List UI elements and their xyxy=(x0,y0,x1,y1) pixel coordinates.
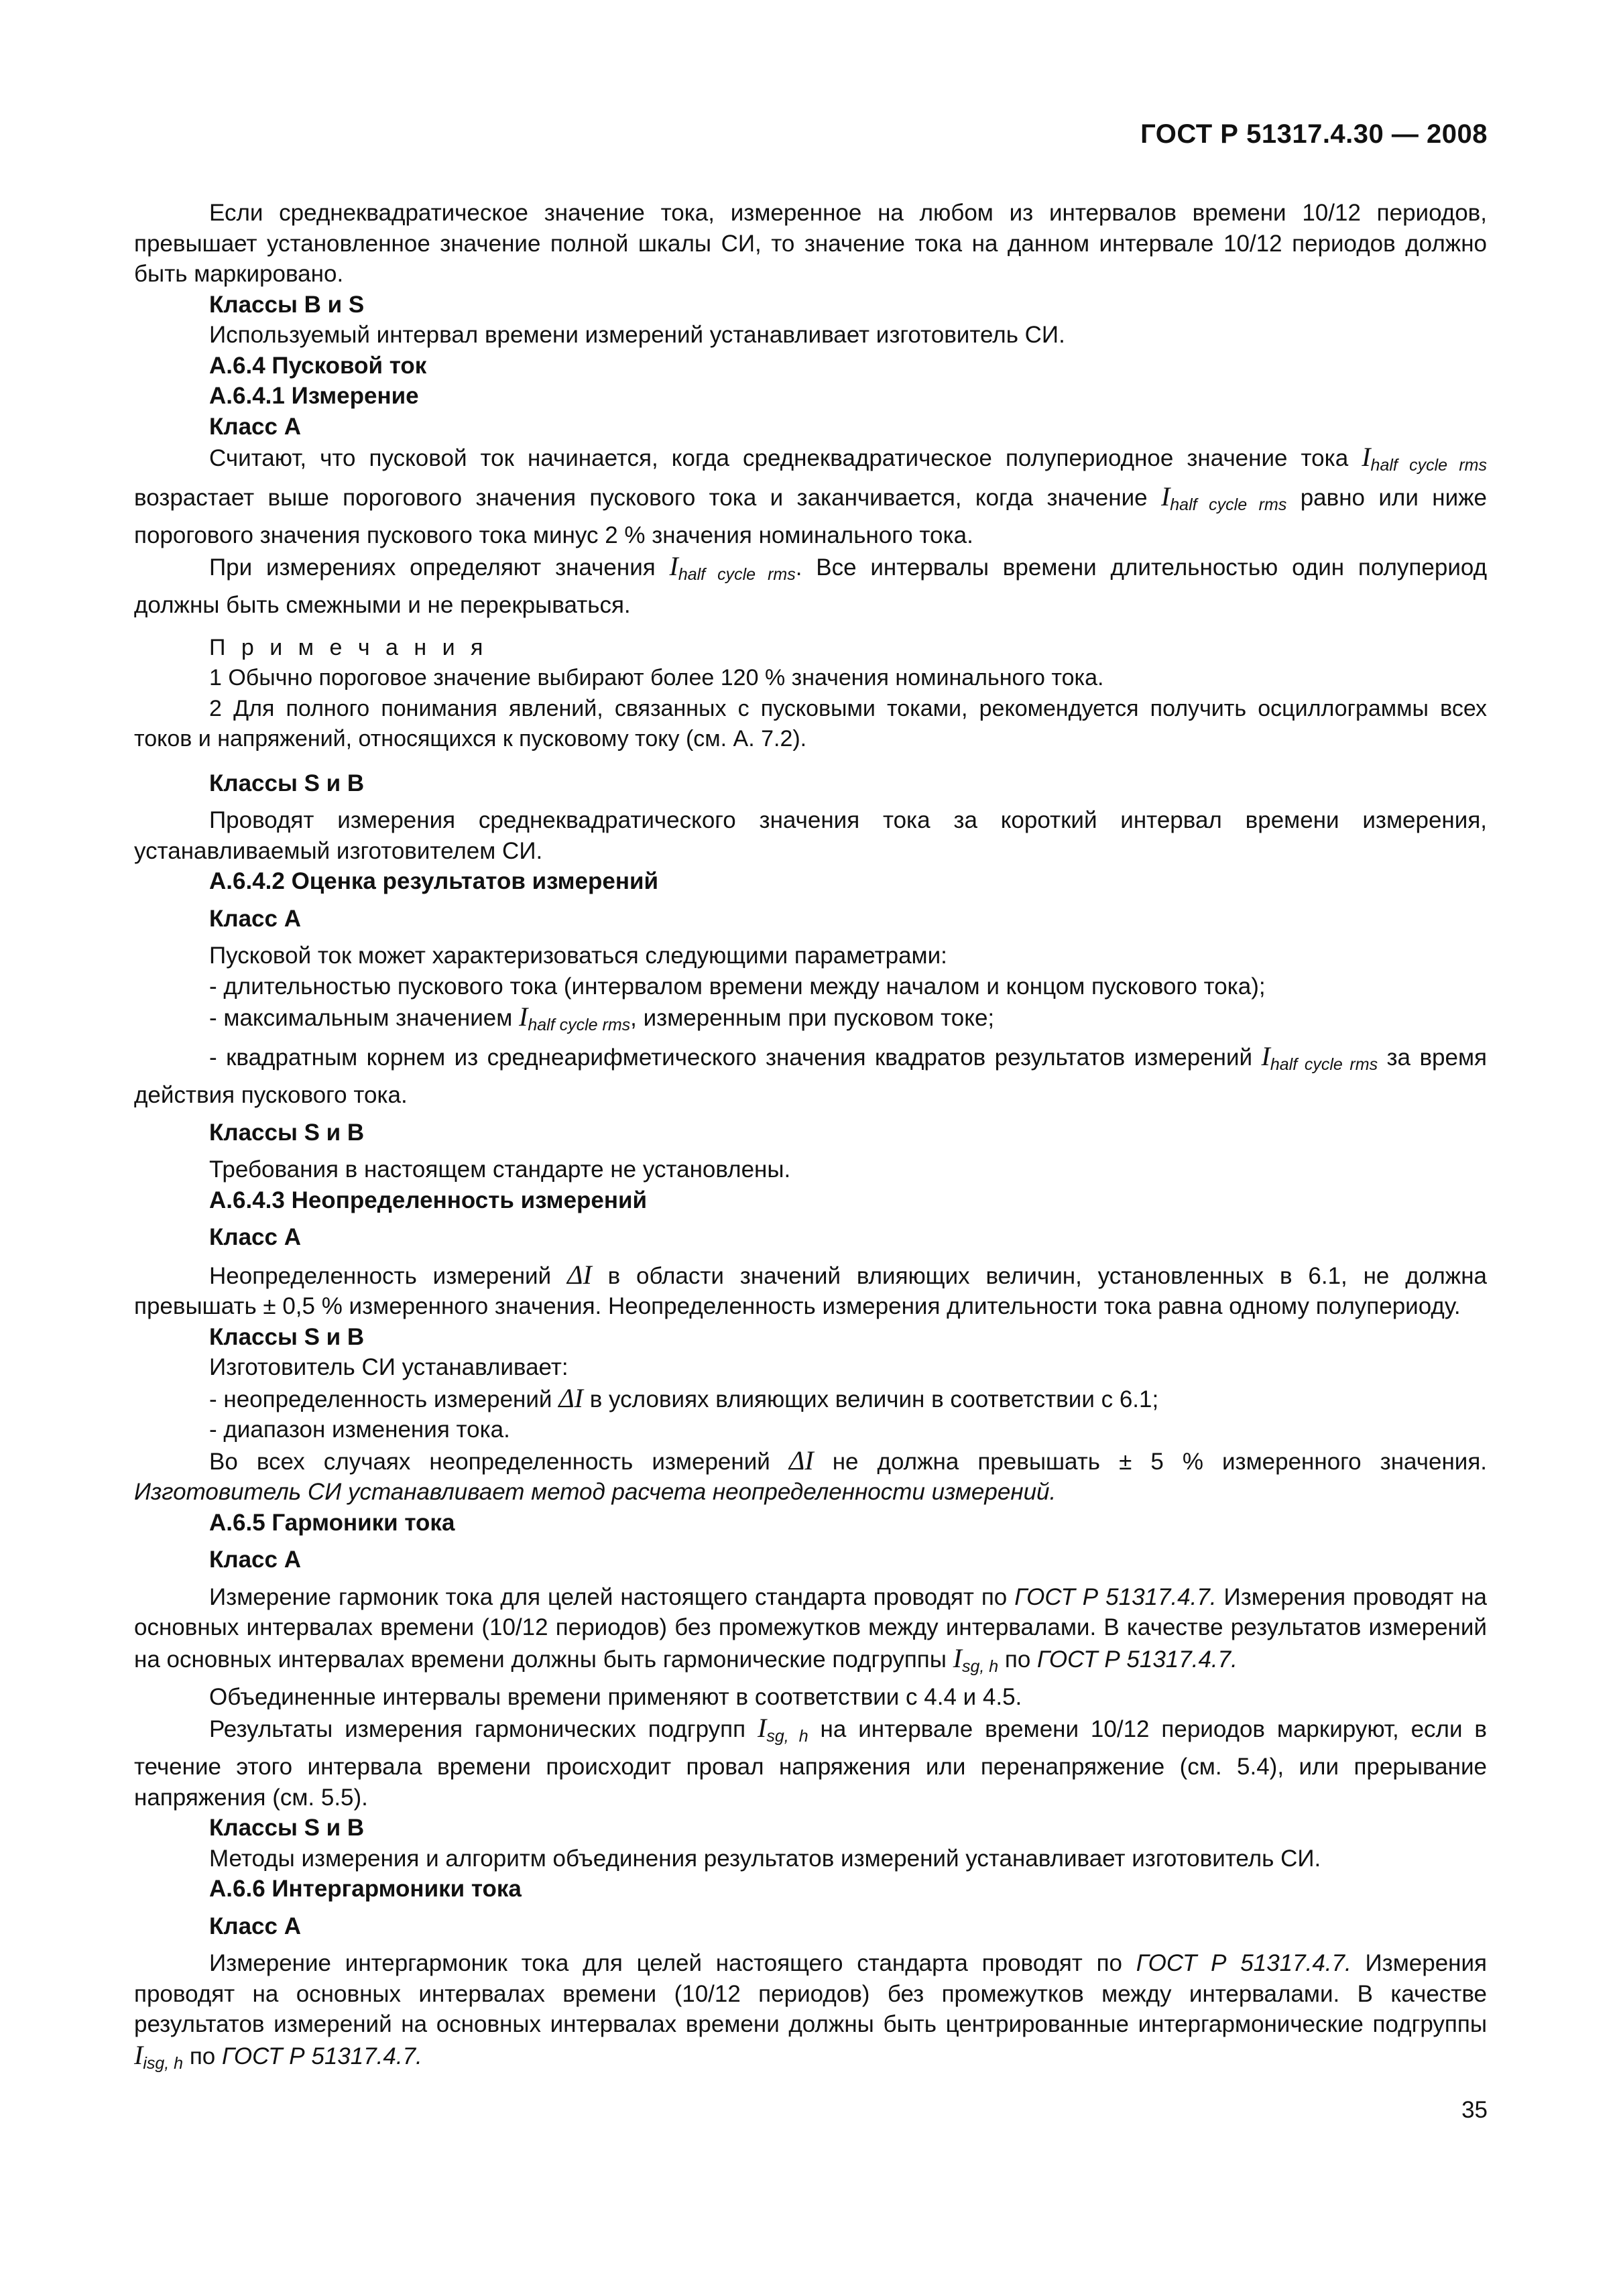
heading-a-6-4-2: А.6.4.2 Оценка результатов измерений xyxy=(209,868,658,894)
heading-classes-s-b: Классы S и В xyxy=(209,1119,365,1146)
heading-class-a: Класс А xyxy=(209,905,301,932)
symbol-delta-i: ΔI xyxy=(566,1259,592,1290)
paragraph-harmonics-measurement: Измерение гармоник тока для целей настоящего стандарта проводят по ГОСТ Р 51317.4.7. Измерения проводят на основных интервалах времени (10/12 периодов) без промежутков между интервалами. В качестве результатов измерений на основных интервалах времени должны быть гармонические подгруппы $I_{sg, h}$ по ГОСТ Р 51317.4.7. xyxy=(134,1583,1487,1676)
paragraph-inrush-definition: Считают, что пусковой ток начинается, когда среднеквадратическое полупериодное значение тока $I_{half cycle rms}$ возрастает выше порогового значения пускового тока и заканчивается, когда значение $I_{half cycle rms}$ равно или ниже порогового значения пускового тока минус 2 % значения номинального тока. xyxy=(134,442,1488,548)
symbol-i: I xyxy=(1362,442,1371,472)
symbol-i: I xyxy=(1160,481,1170,511)
list-item-root-mean-square: - квадратным корнем из среднеарифметического значения квадратов результатов измерений $I_{half cycle rms}$ за время действия пускового тока. xyxy=(134,1040,1487,1108)
subscript-isg-h: isg, h xyxy=(143,2053,184,2073)
paragraph-rms-overrange: Если среднеквадратическое значение тока, измеренное на любом из интервалов времени 10/12 периодов, превышает установленное значение полной шкалы СИ, то значение тока на данном интервале 10/12 периодов должно быть маркировано. xyxy=(134,200,1487,287)
paragraph-uncertainty-class-a: Неопределенность измерений ΔI в области значений влияющих величин, установленных в 6.1, не должна превышать ± 0,5 % измеренного значения. Неопределенность измерения длительности тока равна одному полупериоду. xyxy=(134,1259,1487,1319)
paragraph-measurement-intervals: При измерениях определяют значения $I_{half cycle rms}$. Все интервалы времени длительностью один полупериод должны быть смежными и не перекрываться. xyxy=(134,550,1487,618)
symbol-i: I xyxy=(519,1002,528,1032)
list-item-range: - диапазон изменения тока. xyxy=(209,1416,510,1443)
heading-classes-s-b: Классы S и В xyxy=(209,1815,365,1841)
symbol-i: I xyxy=(1261,1040,1270,1071)
symbol-i: I xyxy=(757,1712,767,1743)
symbol-i: I xyxy=(669,550,678,581)
paragraph-aggregated-intervals: Объединенные интервалы времени применяют в соответствии с 4.4 и 4.5. xyxy=(209,1684,1022,1710)
heading-a-6-4-3: А.6.4.3 Неопределенность измерений xyxy=(209,1187,648,1213)
paragraph-inrush-parameters: Пусковой ток может характеризоваться следующими параметрами: xyxy=(209,943,947,969)
subscript-sg-h: sg, h xyxy=(961,1656,999,1676)
symbol-delta-i: ΔI xyxy=(558,1382,583,1413)
subscript-half-cycle-rms: half cycle rms xyxy=(678,564,796,584)
heading-classes-s-b: Классы S и В xyxy=(209,1323,365,1350)
heading-class-a: Класс А xyxy=(209,1547,301,1573)
heading-class-a: Класс А xyxy=(209,1224,301,1250)
list-item-duration: - длительностью пускового тока (интервалом времени между началом и концом пускового тока); xyxy=(209,973,1266,1000)
symbol-i: I xyxy=(134,2039,143,2070)
heading-classes-b-s: Классы В и S xyxy=(209,291,365,318)
page-header-title: ГОСТ Р 51317.4.30 — 2008 xyxy=(1140,119,1488,149)
heading-classes-s-b: Классы S и В xyxy=(209,770,365,796)
notes-title: П р и м е ч а н и я xyxy=(209,634,488,660)
subscript-half-cycle-rms: half cycle rms xyxy=(528,1016,631,1034)
note-2: 2 Для полного понимания явлений, связанных с пусковыми токами, рекомендуется получить осциллограммы всех токов и напряжений, относящихся к пусковому току (см. А. 7.2). xyxy=(134,695,1487,751)
page-body xyxy=(134,198,1487,2079)
subscript-half-cycle-rms: half cycle rms xyxy=(1270,1054,1378,1074)
paragraph-short-interval: Проводят измерения среднеквадратического значения тока за короткий интервал времени измерения, устанавливаемый изготовителем СИ. xyxy=(134,807,1487,864)
heading-a-6-5: А.6.5 Гармоники тока xyxy=(209,1509,455,1536)
heading-a-6-6: А.6.6 Интергармоники тока xyxy=(209,1876,522,1902)
note-1: 1 Обычно пороговое значение выбирают более 120 % значения номинального тока. xyxy=(209,665,1104,690)
page-number: 35 xyxy=(1461,2097,1488,2123)
heading-class-a: Класс А xyxy=(209,1913,301,1939)
symbol-delta-i: ΔI xyxy=(788,1445,814,1475)
paragraph-methods-manufacturer: Методы измерения и алгоритм объединения результатов измерений устанавливает изготовитель СИ. xyxy=(209,1845,1321,1872)
paragraph-uncertainty-limit: Во всех случаях неопределенность измерений ΔI не должна превышать ± 5 % измеренного значения. Изготовитель СИ устанавливает метод расчета неопределенности измерений. xyxy=(134,1445,1488,1505)
heading-a-6-4: А.6.4 Пусковой ток xyxy=(209,352,427,379)
paragraph-manufacturer-sets: Изготовитель СИ устанавливает: xyxy=(209,1354,568,1380)
heading-class-a: Класс А xyxy=(209,413,301,440)
symbol-i: I xyxy=(953,1642,962,1673)
list-item-maximum: - максимальным значением $I_{half cycle rms}$, измеренным при пусковом токе; xyxy=(209,1002,995,1034)
subscript-half-cycle-rms: half cycle rms xyxy=(1370,456,1487,475)
subscript-sg-h: sg, h xyxy=(766,1726,808,1746)
paragraph-interharmonics-measurement: Измерение интергармоник тока для целей настоящего стандарта проводят по ГОСТ Р 51317.4.7. Измерения проводят на основных интервалах времени (10/12 периодов) без промежутков между интервалами. В качестве результатов измерений на основных интервалах времени должны быть центрированные интергармонические подгруппы $I_{isg, h}$ по ГОСТ Р 51317.4.7. xyxy=(134,1950,1487,2073)
subscript-half-cycle-rms: half cycle rms xyxy=(1170,495,1287,514)
heading-a-6-4-1: А.6.4.1 Измерение xyxy=(209,383,419,409)
paragraph-interval-manufacturer: Используемый интервал времени измерений устанавливает изготовитель СИ. xyxy=(209,322,1065,348)
list-item-uncertainty: - неопределенность измерений ΔI в условиях влияющих величин в соответствии с 6.1; xyxy=(209,1382,1159,1413)
paragraph-harmonics-flagging: Результаты измерения гармонических подгрупп $I_{sg, h}$ на интервале времени 10/12 периодов маркируют, если в течение этого интервала времени происходит провал напряжения или перенапряжение (см. 5.4), или прерывание напряжения (см. 5.5). xyxy=(134,1712,1487,1811)
paragraph-not-established: Требования в настоящем стандарте не установлены. xyxy=(209,1156,791,1183)
